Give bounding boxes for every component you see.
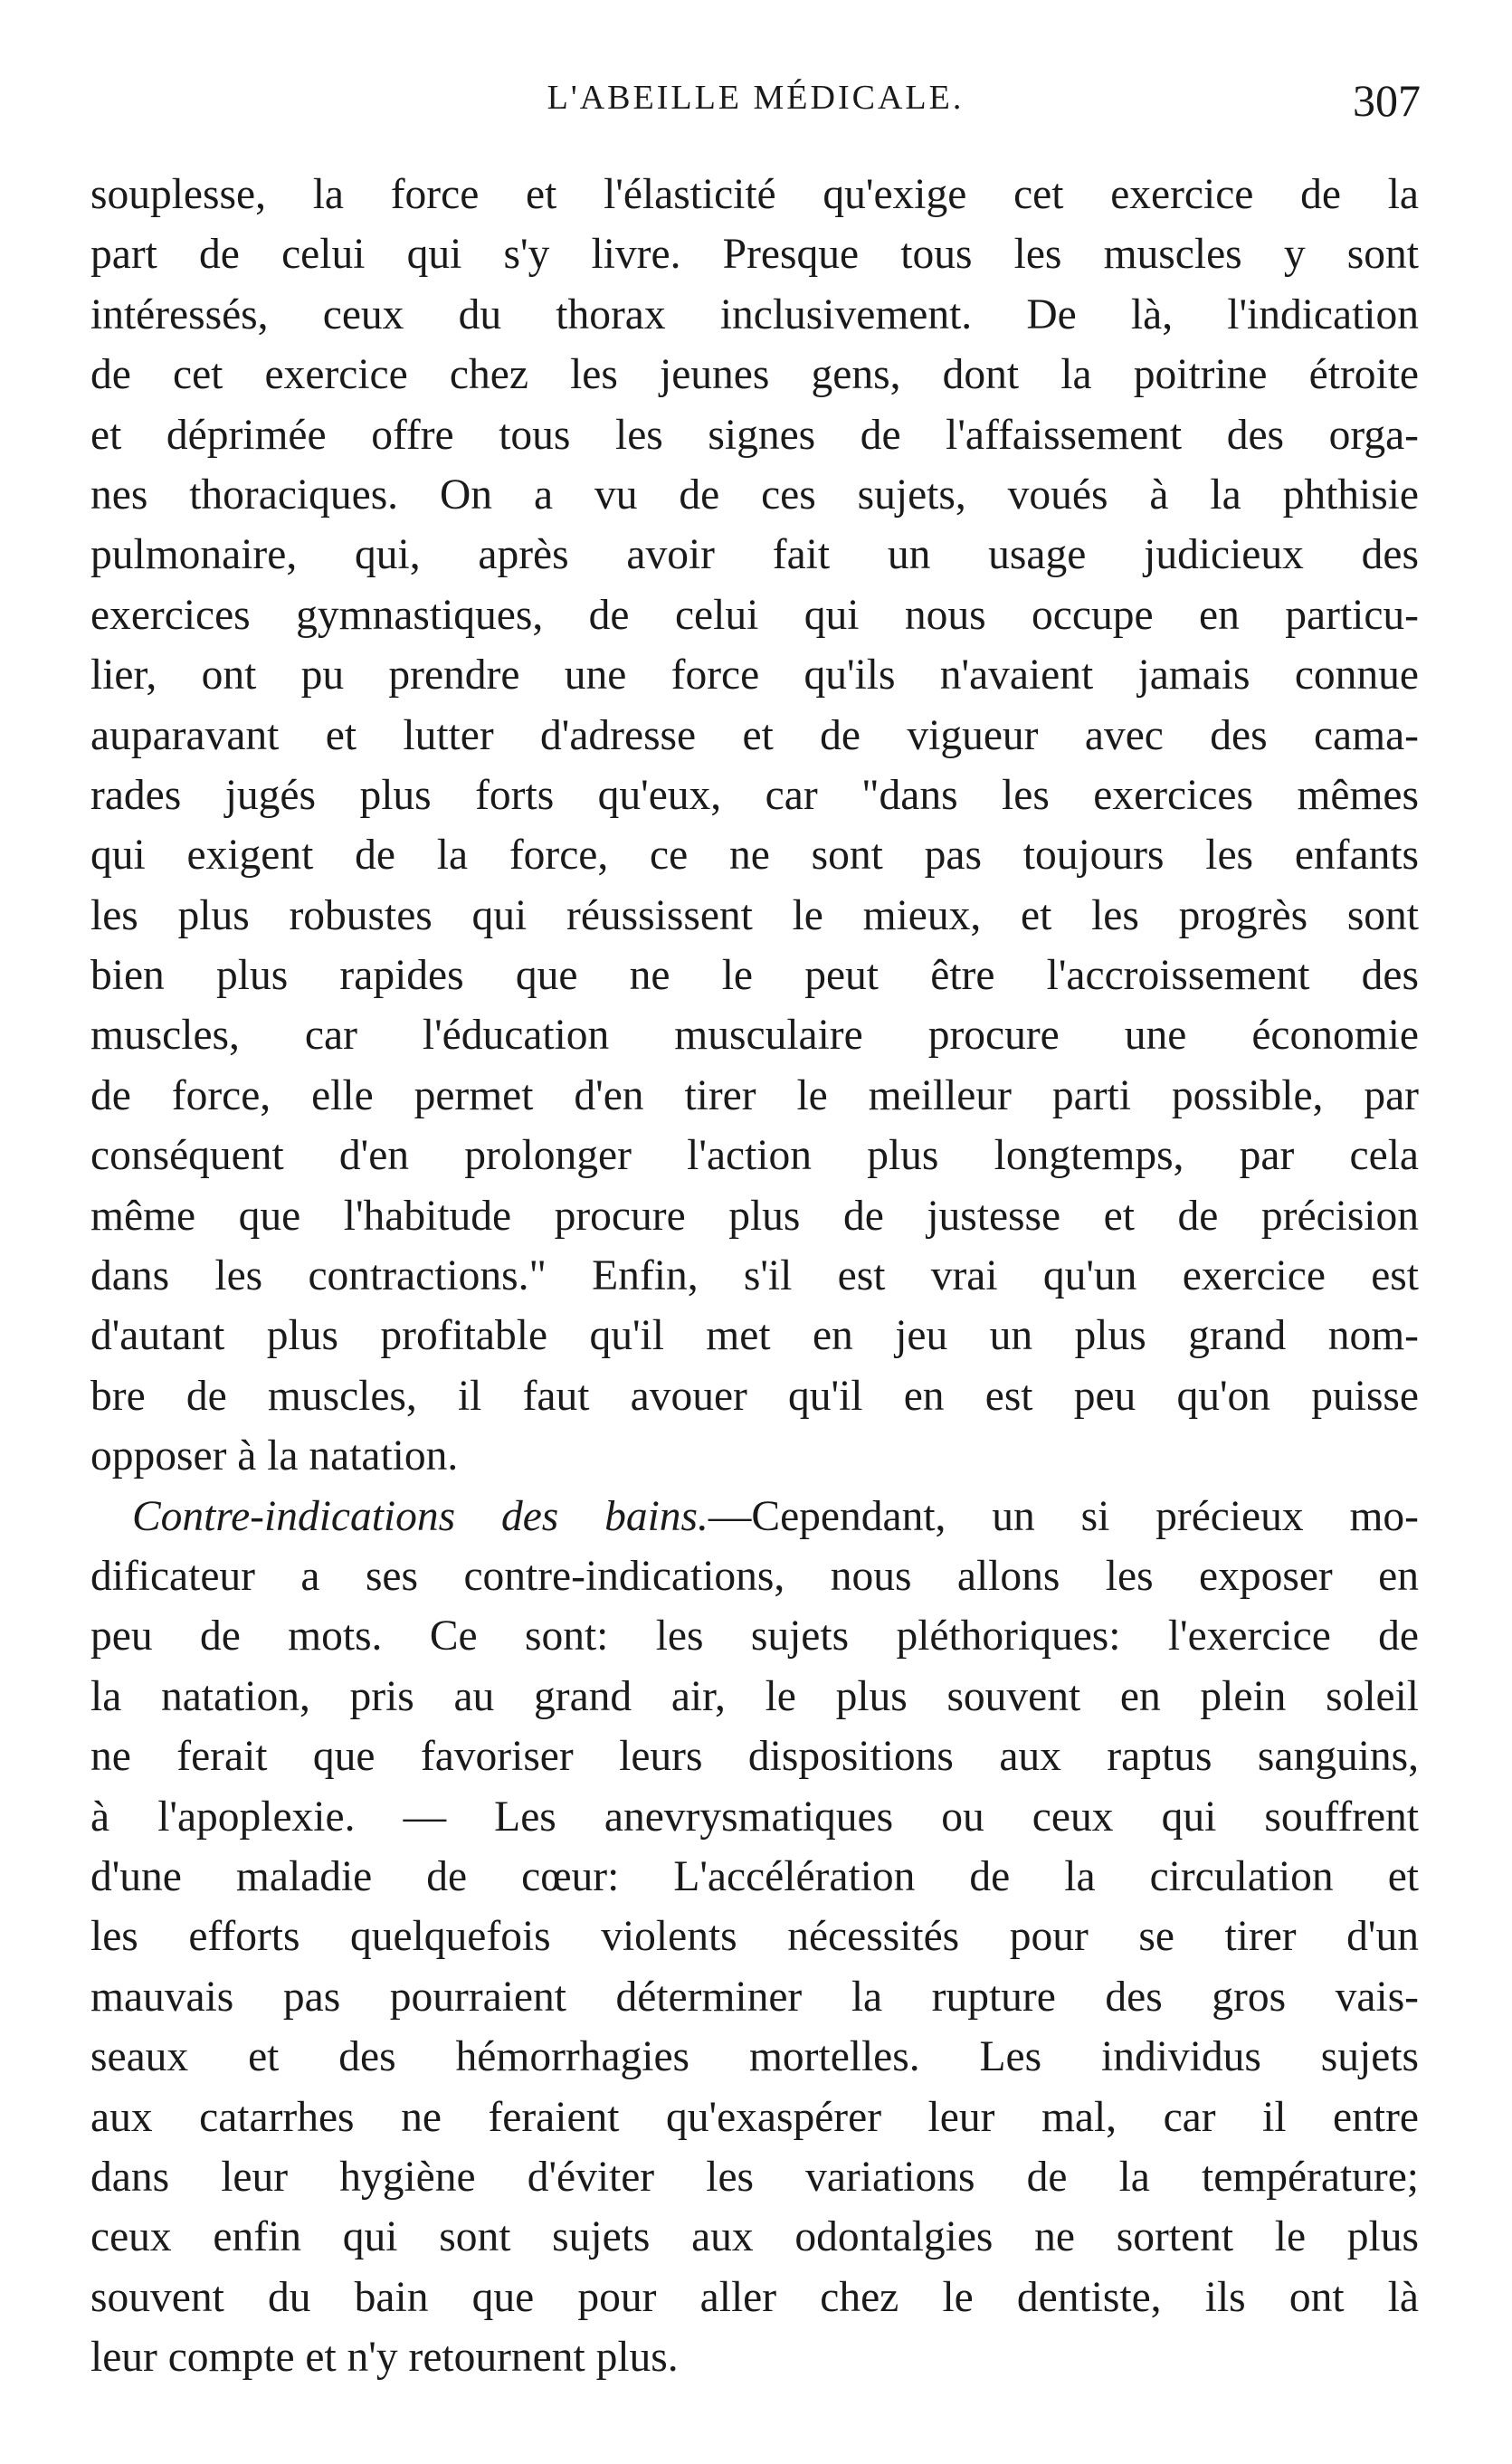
text-line: rades jugés plus forts qu'eux, car "dans les exercices mêmes [90,771,1419,819]
text-line: dans les contractions." Enfin, s'il est vrai qu'un exercice est [90,1252,1419,1300]
text-line: la natation, pris au grand air, le plus souvent en plein soleil [90,1672,1419,1720]
running-title: L'ABEILLE MÉDICALE. [547,79,965,117]
text-line [90,1487,1419,1546]
text-line: souvent du bain que pour aller chez le dentiste, ils ont là [90,2273,1419,2321]
text-line: de cet exercice chez les jeunes gens, dont la poitrine étroite [90,351,1419,399]
text-line: auparavant et lutter d'adresse et de vigueur avec des cama- [90,711,1419,759]
text-line: même que l'habitude procure plus de justesse et de précision [90,1192,1419,1240]
page-number: 307 [1353,75,1421,126]
text-line: conséquent d'en prolonger l'action plus longtemps, par cela [90,1132,1419,1180]
text-line: nes thoraciques. On a vu de ces sujets, voués à la phthisie [90,471,1419,518]
text-line: et déprimée offre tous les signes de l'affaissement des orga- [90,411,1419,459]
text-line: ne ferait que favoriser leurs dispositions aux raptus sanguins, [90,1733,1419,1781]
text-line: à l'apoplexie. — Les anevrysmatiques ou ceux qui souffrent [90,1793,1419,1841]
text-line: seaux et des hémorrhagies mortelles. Les individus sujets [90,2033,1419,2081]
text-line: leur compte et n'y retournent plus. [90,2334,679,2382]
text-line: qui exigent de la force, ce ne sont pas toujours les enfants [90,832,1419,880]
text-line: exercices gymnastiques, de celui qui nous occupe en particu- [90,591,1419,639]
text-line: ceux enfin qui sont sujets aux odontalgies ne sortent le plus [90,2213,1419,2261]
text-line: lier, ont pu prendre une force qu'ils n'avaient jamais connue [90,652,1419,699]
text-line: dans leur hygiène d'éviter les variations de la température; [90,2153,1419,2201]
text-line: dificateur a ses contre-indications, nous allons les exposer en [90,1552,1419,1600]
text-line: peu de mots. Ce sont: les sujets pléthoriques: l'exercice de [90,1613,1419,1660]
text-run: —Cependant, un si précieux mo- [708,1492,1419,1540]
text-line: bre de muscles, il faut avouer qu'il en est peu qu'on puisse [90,1372,1419,1420]
text-line: bien plus rapides que ne le peut être l'accroissement des [90,952,1419,1000]
running-header [90,74,1421,128]
paragraph-contre-indications [90,1487,1419,2388]
text-line: opposer à la natation. [90,1432,459,1480]
text-line: d'autant plus profitable qu'il met en jeu un plus grand nom- [90,1312,1419,1360]
text-line: mauvais pas pourraient déterminer la rupture des gros vais- [90,1973,1419,2021]
text-line: pulmonaire, qui, après avoir fait un usage judicieux des [90,531,1419,579]
text-line: intéressés, ceux du thorax inclusivement. De là, l'indication [90,290,1419,338]
section-heading: Contre-indications des bains. [132,1492,708,1540]
body-text [90,165,1419,2387]
text-line: aux catarrhes ne feraient qu'exaspérer leur mal, car il entre [90,2093,1419,2141]
text-line: muscles, car l'éducation musculaire procure une économie [90,1012,1419,1060]
text-line: de force, elle permet d'en tirer le meilleur parti possible, par [90,1071,1419,1119]
text-line: d'une maladie de cœur: L'accélération de la circulation et [90,1852,1419,1900]
text-line: les plus robustes qui réussissent le mieux, et les progrès sont [90,891,1419,939]
text-line: les efforts quelquefois violents nécessités pour se tirer d'un [90,1913,1419,1961]
text-line: part de celui qui s'y livre. Presque tous les muscles y sont [90,231,1419,279]
text-line: souplesse, la force et l'élasticité qu'exige cet exercice de la [90,171,1419,218]
paragraph-natation-benefits [90,165,1419,1487]
